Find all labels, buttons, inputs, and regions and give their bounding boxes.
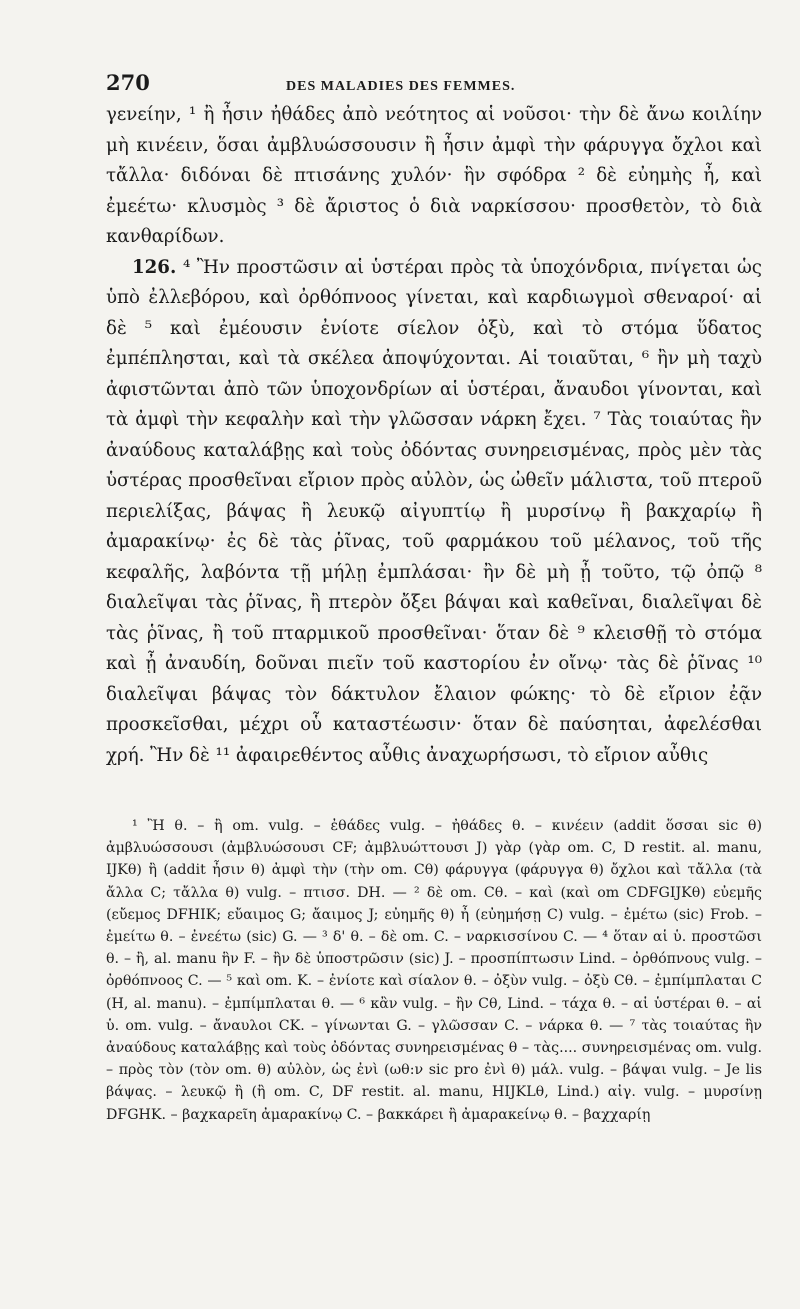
paragraph-126-text: ⁴ Ἢν προστῶσιν αἱ ὑστέραι πρὸς τὰ ὑποχόνδρια, πνίγεται ὡς ὑπὸ ἐλλεβόρου, καὶ ὀρθόπνοος γίνεται, καὶ καρδιωγμοὶ σθεναροί· αἱ δὲ ⁵ καὶ ἐμέουσιν ἐνίοτε σίελον ὀξὺ, καὶ τὸ στόμα ὕδατος ἐμπέπλησται, καὶ τὰ σκέλεα ἀποψύχονται. Αἱ τοιαῦται, ⁶ ἢν μὴ ταχὺ ἀφιστῶνται ἀπὸ τῶν ὑποχονδρίων αἱ ὑστέραι, ἄναυδοι γίνονται, καὶ τὰ ἀμφὶ τὴν κεφαλὴν καὶ τὴν γλῶσσαν νάρκη ἔχει. ⁷ Τὰς τοιαύτας ἢν ἀναύδους καταλάβῃς καὶ τοὺς ὀδόντας συνηρεισμένας, πρὸς μὲν τὰς ὑστέρας προσθεῖναι εἴριον πρὸς αὐλὸν, ὡς ὠθεῖν μάλιστα, τοῦ πτεροῦ περιελίξας, βάψας ἢ λευκῷ αἰγυπτίῳ ἢ μυρσίνῳ ἢ βακχαρίῳ ἢ ἀμαρακίνῳ· ἐς δὲ τὰς ῥῖνας, τοῦ φαρμάκου τοῦ μέλανος, τοῦ τῆς κεφαλῆς, λαβόντα τῇ μήλῃ ἐμπλάσαι· ἢν δὲ μὴ ᾖ τοῦτο, τῷ ὀπῷ ⁸ διαλεῖψαι τὰς ῥῖνας, ἢ πτερὸν ὄξει βάψαι καὶ καθεῖναι, διαλεῖψαι δὲ τὰς ῥῖνας, ἢ τοῦ πταρμικοῦ προσθεῖναι· ὅταν δὲ ⁹ κλεισθῇ τὸ στόμα καὶ ᾖ ἀναυδίη, δοῦναι πιεῖν τοῦ καστορίου ἐν οἴνῳ· τὰς δὲ ῥῖνας ¹⁰ διαλεῖψαι βάψας τὸν δάκτυλον ἔλαιον φώκης· τὸ δὲ εἴριον ἐᾷν προσκεῖσθαι, μέχρι οὗ καταστέωσιν· ὅταν δὲ παύσηται, ἀφελέσθαι χρή. Ἢν δὲ ¹¹ ἀφαιρεθέντος αὖθις ἀναχωρήσωσι, τὸ εἴριον αὖθις — [106, 256, 762, 766]
page-number: 270 — [106, 70, 150, 95]
footnotes — [106, 815, 762, 1126]
running-title: DES MALADIES DES FEMMES. — [286, 79, 516, 94]
main-text — [106, 100, 762, 771]
paragraph-126 — [106, 253, 762, 772]
page-header — [106, 70, 762, 98]
footnote-apparatus: ¹ Ἢ θ. – ἢ om. vulg. – ἐθάδες vulg. – ἠθάδες θ. – κινέειν (addit ὅσσαι sic θ) ἀμβλυώσσουσι (ἀμβλυώσουσι CF; ἀμβλυώττουσι J) γὰρ (γὰρ om. C, D restit. al. manu, IJKθ) ἢ (addit ἦσιν θ) ἀμφὶ τὴν (τὴν om. Cθ) φάρυγγα (φάρυγγα θ) ὄχλοι καὶ τἄλλα (τὰ ἄλλα C; τἄλλα θ) vulg. – πτισσ. DH. — ² δὲ om. Cθ. – καὶ (καὶ om CDFGIJKθ) εὐεμῆς (εὔεμος DFHIK; εὔαιμος G; ἄαιμος J; εὐημῆς θ) ἦ (εὐημήσῃ C) vulg. – ἐμέτω (sic) Frob. – ἐμείτω θ. – ἐνεέτω (sic) G. — ³ δ' θ. – δὲ om. C. – ναρκισσίνου C. — ⁴ ὅταν αἱ ὑ. προστῶσι θ. – ἢ, al. manu ἣν F. – ἢν δὲ ὑποστρῶσιν (sic) J. – προσπίπτωσιν Lind. – ὀρθόπνους vulg. – ὀρθόπνοος C. — ⁵ καὶ om. K. – ἐνίοτε καὶ σίαλον θ. – ὀξὺν vulg. – ὀξὺ Cθ. – ἐμπίμπλαται C (H, al. manu). – ἐμπίμπλαται θ. — ⁶ κἂν vulg. – ἢν Cθ, Lind. – τάχα θ. – αἱ ὑστέραι θ. – αἱ ὑ. om. vulg. – ἄναυλοι CK. – γίνωνται G. – γλῶσσαν C. – νάρκα θ. — ⁷ τὰς τοιαύτας ἢν ἀναύδους καταλάβῃς καὶ τοὺς ὀδόντας συνηρεισμένας θ – τὰς.... συνηρεισμένας om. vulg. – πρὸς τὸν (τὸν om. θ) αὐλὸν, ὡς ἐνὶ (ωθ:ν sic pro ἐνὶ θ) μάλ. vulg. – βάψαι vulg. – Je lis βάψας. – λευκῷ ἢ (ἢ om. C, DF restit. al. manu, HIJKLθ, Lind.) αἰγ. vulg. – μυρσίνῃ DFGHK. – βαχκαρεῖη ἀμαρακίνῳ C. – βακκάρει ἢ ἀμαρακείνῳ θ. – βαχχαρίῃ — [106, 818, 762, 1123]
section-number: 126. — [132, 256, 177, 278]
paragraph-continued: γενείην, ¹ ἢ ἦσιν ἠθάδες ἀπὸ νεότητος αἱ νοῦσοι· τὴν δὲ ἄνω κοιλίην μὴ κινέειν, ὅσαι ἀμβλυώσσουσιν ἢ ἦσιν ἀμφὶ τὴν φάρυγγα ὄχλοι καὶ τἄλλα· διδόναι δὲ πτισάνης χυλόν· ἣν σφόδρα ² δὲ εὐημὴς ἦ, καὶ ἐμεέτω· κλυσμὸς ³ δὲ ἄριστος ὁ διὰ ναρκίσσου· προσθετὸν, τὸ διὰ κανθαρίδων. — [106, 104, 762, 247]
